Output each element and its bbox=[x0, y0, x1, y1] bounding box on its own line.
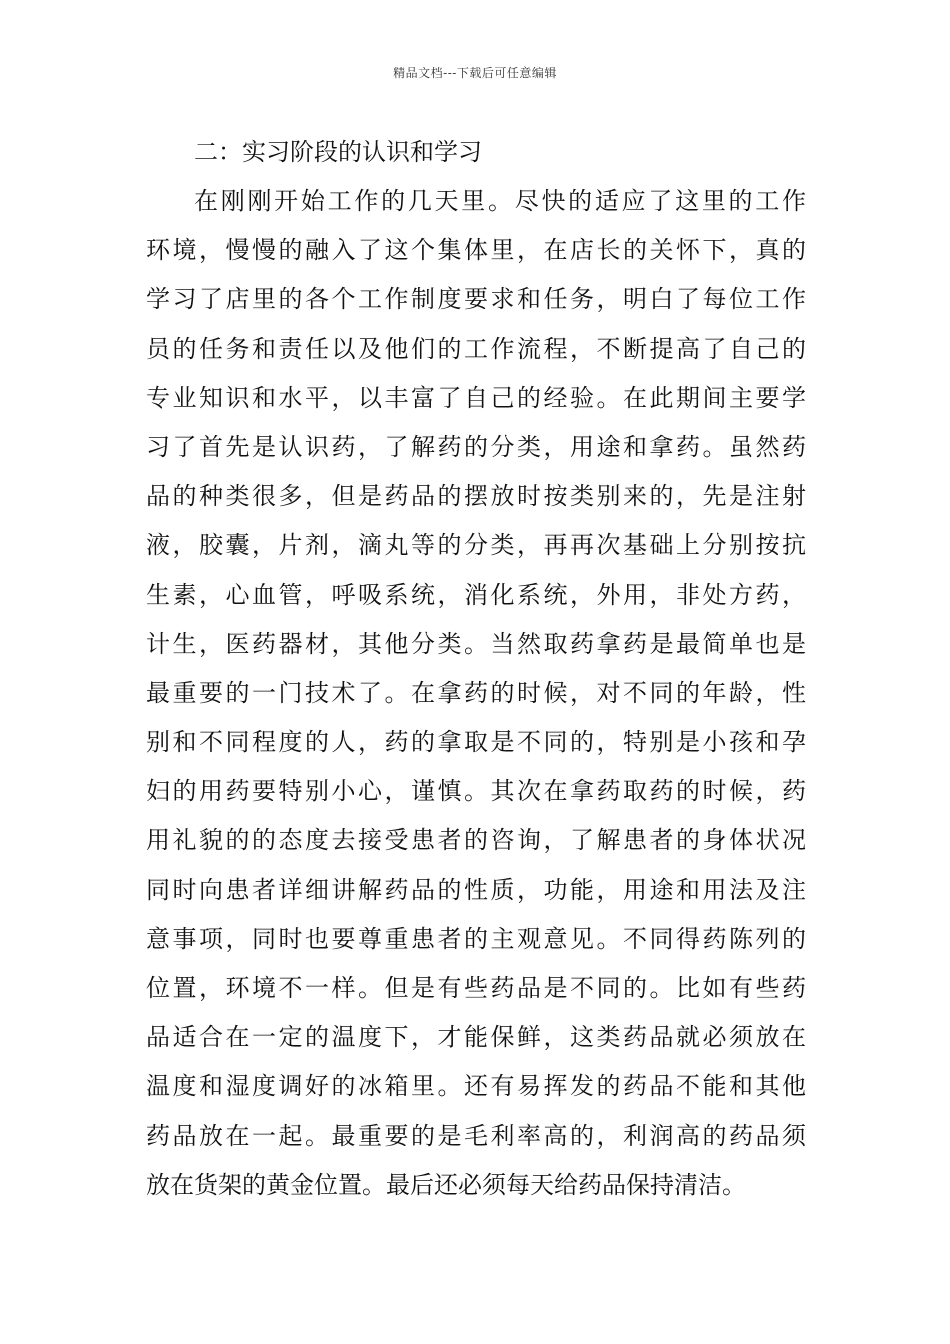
paragraph-line: 位置，环境不一样。但是有些药品是不同的。比如有些药 bbox=[146, 974, 806, 1002]
paragraph-line: 药品放在一起。最重要的是毛利率高的，利润高的药品须 bbox=[146, 1121, 806, 1150]
paragraph-line: 同时向患者详细讲解药品的性质，功能，用途和用法及注 bbox=[146, 875, 806, 904]
paragraph-line: 温度和湿度调好的冰箱里。还有易挥发的药品不能和其他 bbox=[146, 1072, 806, 1101]
section-heading: 二：实习阶段的认识和学习 bbox=[194, 138, 482, 166]
paragraph-line: 品的种类很多，但是药品的摆放时按类别来的，先是注射 bbox=[146, 482, 806, 511]
paragraph-line: 液，胶囊，片剂，滴丸等的分类，再再次基础上分别按抗 bbox=[146, 531, 806, 560]
document-body bbox=[146, 127, 806, 1210]
paragraph-line: 习了首先是认识药，了解药的分类，用途和拿药。虽然药 bbox=[146, 432, 806, 461]
paragraph-line: 在刚刚开始工作的几天里。尽快的适应了这里的工作 bbox=[194, 187, 806, 215]
paragraph-line: 员的任务和责任以及他们的工作流程，不断提高了自己的 bbox=[146, 334, 806, 363]
paragraph-line: 计生，医药器材，其他分类。当然取药拿药是最简单也是 bbox=[146, 629, 806, 658]
paragraph-line: 品适合在一定的温度下，才能保鲜，这类药品就必须放在 bbox=[146, 1023, 806, 1052]
paragraph-line: 别和不同程度的人，药的拿取是不同的，特别是小孩和孕 bbox=[146, 728, 806, 757]
paragraph-line: 学习了店里的各个工作制度要求和任务，明白了每位工作 bbox=[146, 285, 806, 314]
paragraph-line: 生素，心血管，呼吸系统，消化系统，外用，非处方药， bbox=[146, 580, 806, 609]
paragraph-line: 放在货架的黄金位置。最后还必须每天给药品保持清洁。 bbox=[146, 1170, 746, 1199]
paragraph-line: 用礼貌的的态度去接受患者的咨询，了解患者的身体状况 bbox=[146, 826, 806, 855]
paragraph-line: 专业知识和水平，以丰富了自己的经验。在此期间主要学 bbox=[146, 383, 806, 412]
page-header: 精品文档---下载后可任意编辑 bbox=[393, 66, 557, 80]
paragraph bbox=[146, 177, 806, 1210]
paragraph-line: 妇的用药要特别小心，谨慎。其次在拿药取药的时候，药 bbox=[146, 777, 806, 806]
paragraph-line: 环境，慢慢的融入了这个集体里，在店长的关怀下，真的 bbox=[146, 236, 806, 265]
paragraph-line: 最重要的一门技术了。在拿药的时候，对不同的年龄，性 bbox=[146, 678, 806, 707]
paragraph-line: 意事项，同时也要尊重患者的主观意见。不同得药陈列的 bbox=[146, 924, 806, 953]
